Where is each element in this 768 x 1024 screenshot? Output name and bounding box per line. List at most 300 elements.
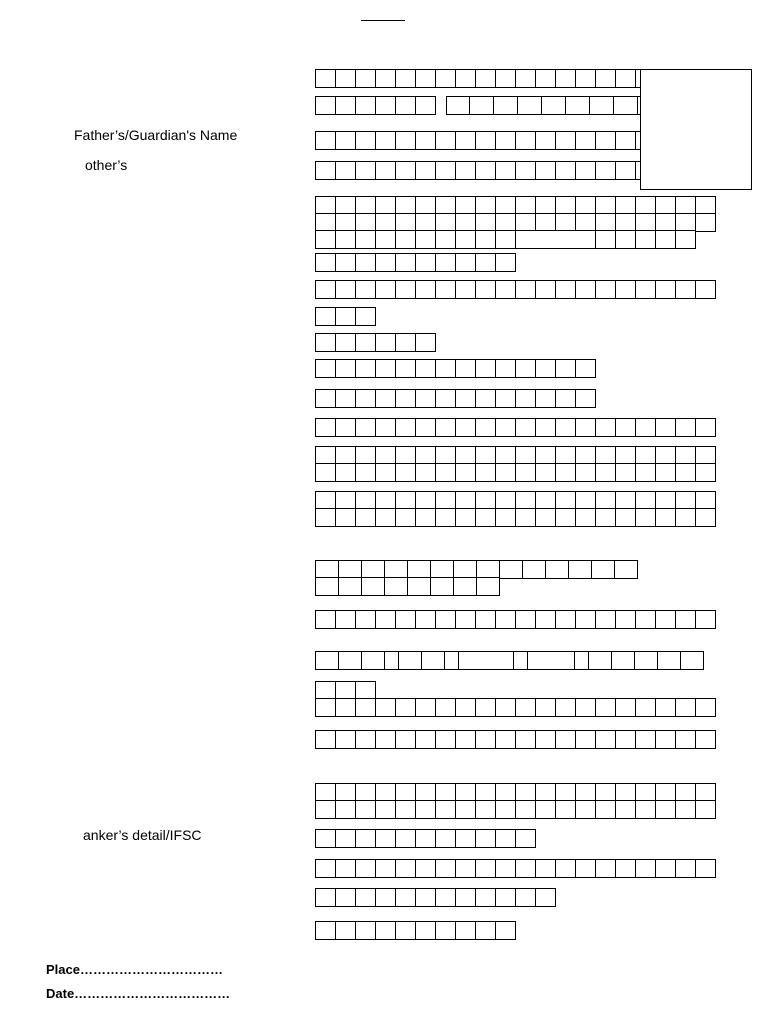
char-box[interactable] xyxy=(395,610,416,629)
char-box[interactable] xyxy=(495,253,516,272)
char-box[interactable] xyxy=(515,698,536,717)
char-box[interactable] xyxy=(475,161,496,180)
char-box[interactable] xyxy=(615,463,636,482)
char-box[interactable] xyxy=(575,389,596,408)
char-box[interactable] xyxy=(515,359,536,378)
char-box[interactable] xyxy=(515,69,536,88)
char-box[interactable] xyxy=(495,389,516,408)
char-box[interactable] xyxy=(635,230,656,249)
char-box[interactable] xyxy=(568,560,592,579)
char-box[interactable] xyxy=(455,230,476,249)
char-box[interactable] xyxy=(355,888,376,907)
char-box[interactable] xyxy=(675,730,696,749)
char-box[interactable] xyxy=(475,508,496,527)
char-box[interactable] xyxy=(435,829,456,848)
char-box[interactable] xyxy=(527,651,575,670)
char-box[interactable] xyxy=(455,389,476,408)
char-box[interactable] xyxy=(476,577,500,596)
char-box[interactable] xyxy=(355,96,376,115)
char-box[interactable] xyxy=(435,508,456,527)
char-box[interactable] xyxy=(541,96,566,115)
char-box[interactable] xyxy=(515,463,536,482)
char-box[interactable] xyxy=(355,69,376,88)
char-box[interactable] xyxy=(375,921,396,940)
char-box[interactable] xyxy=(315,698,336,717)
char-box[interactable] xyxy=(415,859,436,878)
char-box[interactable] xyxy=(535,610,556,629)
char-box[interactable] xyxy=(395,96,416,115)
char-box[interactable] xyxy=(535,463,556,482)
char-box[interactable] xyxy=(455,463,476,482)
char-box[interactable] xyxy=(475,829,496,848)
char-box[interactable] xyxy=(475,389,496,408)
char-box[interactable] xyxy=(315,888,336,907)
char-box[interactable] xyxy=(455,730,476,749)
char-box[interactable] xyxy=(545,560,569,579)
char-box[interactable] xyxy=(595,463,616,482)
char-box[interactable] xyxy=(635,800,656,819)
char-box[interactable] xyxy=(575,69,596,88)
char-box[interactable] xyxy=(575,508,596,527)
char-box[interactable] xyxy=(611,651,635,670)
char-box[interactable] xyxy=(695,418,716,437)
char-box[interactable] xyxy=(335,859,356,878)
char-box[interactable] xyxy=(475,463,496,482)
char-box[interactable] xyxy=(435,698,456,717)
char-box[interactable] xyxy=(415,253,436,272)
char-box[interactable] xyxy=(635,610,656,629)
char-box[interactable] xyxy=(575,859,596,878)
char-box[interactable] xyxy=(315,418,336,437)
char-box[interactable] xyxy=(415,829,436,848)
char-box[interactable] xyxy=(315,389,336,408)
char-box[interactable] xyxy=(415,359,436,378)
char-box[interactable] xyxy=(655,730,676,749)
char-box[interactable] xyxy=(535,859,556,878)
char-box[interactable] xyxy=(395,829,416,848)
char-box[interactable] xyxy=(515,161,536,180)
char-box[interactable] xyxy=(635,463,656,482)
char-box[interactable] xyxy=(469,96,494,115)
char-box[interactable] xyxy=(395,800,416,819)
char-box[interactable] xyxy=(515,389,536,408)
char-box[interactable] xyxy=(513,651,528,670)
char-box[interactable] xyxy=(555,389,576,408)
char-box[interactable] xyxy=(615,610,636,629)
char-box[interactable] xyxy=(435,888,456,907)
char-box[interactable] xyxy=(395,418,416,437)
char-box[interactable] xyxy=(515,610,536,629)
char-box[interactable] xyxy=(655,800,676,819)
char-box[interactable] xyxy=(415,333,436,352)
char-box[interactable] xyxy=(615,418,636,437)
char-box[interactable] xyxy=(635,418,656,437)
char-box[interactable] xyxy=(455,610,476,629)
char-box[interactable] xyxy=(315,230,336,249)
char-box[interactable] xyxy=(355,131,376,150)
char-box[interactable] xyxy=(495,610,516,629)
char-box[interactable] xyxy=(335,161,356,180)
char-box[interactable] xyxy=(355,230,376,249)
char-box[interactable] xyxy=(515,888,536,907)
char-box[interactable] xyxy=(615,131,636,150)
char-box[interactable] xyxy=(595,280,616,299)
char-box[interactable] xyxy=(495,800,516,819)
char-box[interactable] xyxy=(335,418,356,437)
char-box[interactable] xyxy=(635,859,656,878)
char-box[interactable] xyxy=(355,859,376,878)
char-box[interactable] xyxy=(695,610,716,629)
char-box[interactable] xyxy=(395,389,416,408)
char-box[interactable] xyxy=(555,698,576,717)
char-box[interactable] xyxy=(315,800,336,819)
char-box[interactable] xyxy=(355,829,376,848)
char-box[interactable] xyxy=(355,359,376,378)
char-box[interactable] xyxy=(595,730,616,749)
char-box[interactable] xyxy=(335,888,356,907)
char-box[interactable] xyxy=(595,69,616,88)
char-box[interactable] xyxy=(315,508,336,527)
char-box[interactable] xyxy=(615,230,636,249)
char-box[interactable] xyxy=(435,730,456,749)
char-box[interactable] xyxy=(335,508,356,527)
char-box[interactable] xyxy=(315,730,336,749)
char-box[interactable] xyxy=(695,800,716,819)
char-box[interactable] xyxy=(495,859,516,878)
char-box[interactable] xyxy=(335,463,356,482)
char-box[interactable] xyxy=(361,651,385,670)
char-box[interactable] xyxy=(315,921,336,940)
char-box[interactable] xyxy=(657,651,681,670)
char-box[interactable] xyxy=(515,800,536,819)
char-box[interactable] xyxy=(435,463,456,482)
char-box[interactable] xyxy=(395,463,416,482)
char-box[interactable] xyxy=(615,280,636,299)
char-box[interactable] xyxy=(375,131,396,150)
char-box[interactable] xyxy=(435,418,456,437)
char-box[interactable] xyxy=(375,230,396,249)
char-box[interactable] xyxy=(315,161,336,180)
char-box[interactable] xyxy=(395,921,416,940)
char-box[interactable] xyxy=(395,69,416,88)
char-box[interactable] xyxy=(415,96,436,115)
char-box[interactable] xyxy=(595,131,616,150)
char-box[interactable] xyxy=(680,651,704,670)
char-box[interactable] xyxy=(335,359,356,378)
char-box[interactable] xyxy=(595,610,616,629)
char-box[interactable] xyxy=(475,131,496,150)
char-box[interactable] xyxy=(495,463,516,482)
char-box[interactable] xyxy=(338,577,362,596)
char-box[interactable] xyxy=(375,610,396,629)
char-box[interactable] xyxy=(355,418,376,437)
char-box[interactable] xyxy=(495,730,516,749)
char-box[interactable] xyxy=(315,69,336,88)
char-box[interactable] xyxy=(453,577,477,596)
char-box[interactable] xyxy=(535,508,556,527)
char-box[interactable] xyxy=(595,161,616,180)
char-box[interactable] xyxy=(355,921,376,940)
char-box[interactable] xyxy=(375,888,396,907)
char-box[interactable] xyxy=(435,359,456,378)
char-box[interactable] xyxy=(475,888,496,907)
char-box[interactable] xyxy=(475,69,496,88)
char-box[interactable] xyxy=(395,131,416,150)
char-box[interactable] xyxy=(535,389,556,408)
char-box[interactable] xyxy=(455,131,476,150)
char-box[interactable] xyxy=(535,161,556,180)
char-box[interactable] xyxy=(395,730,416,749)
char-box[interactable] xyxy=(455,280,476,299)
char-box[interactable] xyxy=(375,698,396,717)
char-box[interactable] xyxy=(635,508,656,527)
char-box[interactable] xyxy=(435,280,456,299)
char-box[interactable] xyxy=(495,698,516,717)
char-box[interactable] xyxy=(495,359,516,378)
char-box[interactable] xyxy=(435,921,456,940)
char-box[interactable] xyxy=(495,69,516,88)
char-box[interactable] xyxy=(655,463,676,482)
char-box[interactable] xyxy=(444,651,459,670)
char-box[interactable] xyxy=(415,888,436,907)
char-box[interactable] xyxy=(535,359,556,378)
char-box[interactable] xyxy=(395,859,416,878)
char-box[interactable] xyxy=(435,800,456,819)
char-box[interactable] xyxy=(565,96,590,115)
char-box[interactable] xyxy=(398,651,422,670)
char-box[interactable] xyxy=(675,280,696,299)
char-box[interactable] xyxy=(315,829,336,848)
char-box[interactable] xyxy=(415,161,436,180)
char-box[interactable] xyxy=(435,389,456,408)
char-box[interactable] xyxy=(355,333,376,352)
char-box[interactable] xyxy=(535,280,556,299)
char-box[interactable] xyxy=(475,800,496,819)
char-box[interactable] xyxy=(595,800,616,819)
char-box[interactable] xyxy=(493,96,518,115)
char-box[interactable] xyxy=(355,463,376,482)
char-box[interactable] xyxy=(335,131,356,150)
char-box[interactable] xyxy=(395,161,416,180)
char-box[interactable] xyxy=(535,698,556,717)
char-box[interactable] xyxy=(315,610,336,629)
char-box[interactable] xyxy=(495,418,516,437)
char-box[interactable] xyxy=(375,253,396,272)
char-box[interactable] xyxy=(588,651,612,670)
char-box[interactable] xyxy=(695,859,716,878)
char-box[interactable] xyxy=(495,508,516,527)
char-box[interactable] xyxy=(555,508,576,527)
char-box[interactable] xyxy=(635,698,656,717)
char-box[interactable] xyxy=(355,389,376,408)
char-box[interactable] xyxy=(615,698,636,717)
char-box[interactable] xyxy=(695,463,716,482)
char-box[interactable] xyxy=(415,698,436,717)
char-box[interactable] xyxy=(375,463,396,482)
char-box[interactable] xyxy=(555,418,576,437)
char-box[interactable] xyxy=(675,698,696,717)
char-box[interactable] xyxy=(455,508,476,527)
char-box[interactable] xyxy=(375,730,396,749)
char-box[interactable] xyxy=(499,560,523,579)
char-box[interactable] xyxy=(455,161,476,180)
char-box[interactable] xyxy=(415,389,436,408)
char-box[interactable] xyxy=(655,418,676,437)
char-box[interactable] xyxy=(675,230,696,249)
char-box[interactable] xyxy=(675,508,696,527)
char-box[interactable] xyxy=(415,463,436,482)
char-box[interactable] xyxy=(535,69,556,88)
char-box[interactable] xyxy=(475,921,496,940)
char-box[interactable] xyxy=(615,800,636,819)
char-box[interactable] xyxy=(515,131,536,150)
char-box[interactable] xyxy=(355,253,376,272)
char-box[interactable] xyxy=(335,698,356,717)
char-box[interactable] xyxy=(335,829,356,848)
char-box[interactable] xyxy=(375,96,396,115)
char-box[interactable] xyxy=(595,418,616,437)
char-box[interactable] xyxy=(515,418,536,437)
char-box[interactable] xyxy=(375,859,396,878)
char-box[interactable] xyxy=(595,508,616,527)
char-box[interactable] xyxy=(495,131,516,150)
char-box[interactable] xyxy=(395,253,416,272)
char-box[interactable] xyxy=(495,280,516,299)
char-box[interactable] xyxy=(375,418,396,437)
char-box[interactable] xyxy=(522,560,546,579)
char-box[interactable] xyxy=(634,651,658,670)
char-box[interactable] xyxy=(575,698,596,717)
char-box[interactable] xyxy=(515,829,536,848)
char-box[interactable] xyxy=(655,698,676,717)
char-box[interactable] xyxy=(555,280,576,299)
char-box[interactable] xyxy=(591,560,615,579)
char-box[interactable] xyxy=(375,508,396,527)
char-box[interactable] xyxy=(455,859,476,878)
char-box[interactable] xyxy=(361,577,385,596)
char-box[interactable] xyxy=(575,359,596,378)
char-box[interactable] xyxy=(475,418,496,437)
char-box[interactable] xyxy=(315,280,336,299)
char-box[interactable] xyxy=(615,69,636,88)
char-box[interactable] xyxy=(384,577,408,596)
char-box[interactable] xyxy=(435,859,456,878)
char-box[interactable] xyxy=(515,730,536,749)
char-box[interactable] xyxy=(455,69,476,88)
char-box[interactable] xyxy=(615,730,636,749)
char-box[interactable] xyxy=(315,307,336,326)
char-box[interactable] xyxy=(375,69,396,88)
char-box[interactable] xyxy=(435,253,456,272)
char-box[interactable] xyxy=(375,161,396,180)
char-box[interactable] xyxy=(375,829,396,848)
char-box[interactable] xyxy=(435,131,456,150)
char-box[interactable] xyxy=(575,610,596,629)
char-box[interactable] xyxy=(415,418,436,437)
char-box[interactable] xyxy=(455,698,476,717)
char-box[interactable] xyxy=(475,253,496,272)
char-box[interactable] xyxy=(355,508,376,527)
char-box[interactable] xyxy=(515,508,536,527)
char-box[interactable] xyxy=(335,307,356,326)
char-box[interactable] xyxy=(458,651,514,670)
char-box[interactable] xyxy=(315,651,339,670)
char-box[interactable] xyxy=(355,161,376,180)
char-box[interactable] xyxy=(375,800,396,819)
char-box[interactable] xyxy=(535,131,556,150)
char-box[interactable] xyxy=(695,698,716,717)
char-box[interactable] xyxy=(615,161,636,180)
char-box[interactable] xyxy=(675,859,696,878)
char-box[interactable] xyxy=(675,463,696,482)
char-box[interactable] xyxy=(655,859,676,878)
char-box[interactable] xyxy=(655,280,676,299)
char-box[interactable] xyxy=(695,508,716,527)
char-box[interactable] xyxy=(335,230,356,249)
char-box[interactable] xyxy=(515,230,596,249)
char-box[interactable] xyxy=(555,463,576,482)
char-box[interactable] xyxy=(315,463,336,482)
char-box[interactable] xyxy=(535,418,556,437)
char-box[interactable] xyxy=(615,859,636,878)
char-box[interactable] xyxy=(475,730,496,749)
char-box[interactable] xyxy=(335,280,356,299)
char-box[interactable] xyxy=(495,829,516,848)
char-box[interactable] xyxy=(435,161,456,180)
char-box[interactable] xyxy=(655,508,676,527)
char-box[interactable] xyxy=(575,730,596,749)
char-box[interactable] xyxy=(395,333,416,352)
char-box[interactable] xyxy=(475,359,496,378)
char-box[interactable] xyxy=(535,800,556,819)
char-box[interactable] xyxy=(455,253,476,272)
char-box[interactable] xyxy=(315,253,336,272)
char-box[interactable] xyxy=(589,96,614,115)
char-box[interactable] xyxy=(335,333,356,352)
char-box[interactable] xyxy=(395,280,416,299)
char-box[interactable] xyxy=(335,921,356,940)
char-box[interactable] xyxy=(575,800,596,819)
char-box[interactable] xyxy=(675,610,696,629)
char-box[interactable] xyxy=(655,230,676,249)
char-box[interactable] xyxy=(315,333,336,352)
char-box[interactable] xyxy=(555,69,576,88)
char-box[interactable] xyxy=(574,651,589,670)
char-box[interactable] xyxy=(421,651,445,670)
char-box[interactable] xyxy=(375,333,396,352)
char-box[interactable] xyxy=(695,213,716,232)
char-box[interactable] xyxy=(535,730,556,749)
char-box[interactable] xyxy=(575,280,596,299)
char-box[interactable] xyxy=(575,131,596,150)
char-box[interactable] xyxy=(415,610,436,629)
char-box[interactable] xyxy=(355,800,376,819)
char-box[interactable] xyxy=(375,280,396,299)
char-box[interactable] xyxy=(435,230,456,249)
char-box[interactable] xyxy=(435,69,456,88)
char-box[interactable] xyxy=(575,161,596,180)
char-box[interactable] xyxy=(335,800,356,819)
char-box[interactable] xyxy=(655,610,676,629)
char-box[interactable] xyxy=(315,859,336,878)
char-box[interactable] xyxy=(495,921,516,940)
char-box[interactable] xyxy=(455,800,476,819)
char-box[interactable] xyxy=(495,230,516,249)
char-box[interactable] xyxy=(455,829,476,848)
char-box[interactable] xyxy=(315,96,336,115)
char-box[interactable] xyxy=(315,359,336,378)
char-box[interactable] xyxy=(335,253,356,272)
